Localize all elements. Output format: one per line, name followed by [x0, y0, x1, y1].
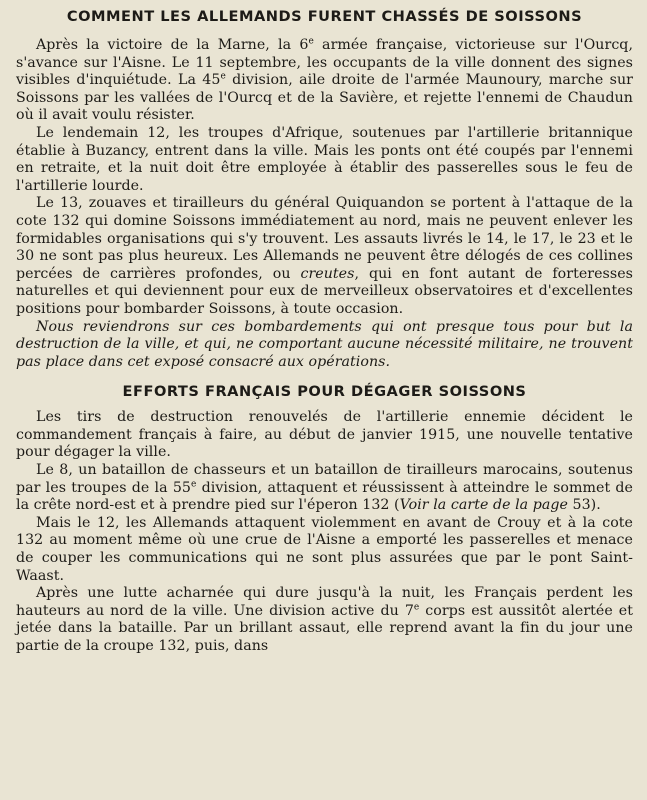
italic-term: creutes — [300, 265, 355, 282]
paragraph-january-8-attack: Le 8, un bataillon de chasseurs et un bataillon de tirailleurs marocains, soutenus par les troupes de la 55e division, attaquent et réussissent à atteindre le sommet de la crête nord-est et à prendre pied sur l'éperon 132 (Voir la carte de la page 53). — [16, 462, 633, 514]
superscript: e — [413, 602, 420, 613]
superscript: e — [220, 71, 226, 82]
superscript: e — [308, 36, 314, 47]
paragraph-african-troops: Le lendemain 12, les troupes d'Afrique, soutenues par l'artillerie britannique établie à Buzancy, entrent dans la ville. Mais les ponts ont été coupés par l'ennemi en retraite, et la nuit doit être employée à établir des passerelles sous le feu de l'artillerie lourde. — [16, 124, 633, 194]
section-title-french-efforts: EFFORTS FRANÇAIS POUR DÉGAGER SOISSONS — [122, 383, 527, 401]
paragraph-cote-132-attack: Le 13, zouaves et tirailleurs du général Quiquandon se portent à l'attaque de la cote 132 qui domine Soissons immédiatement au nord, mais ne peuvent enlever les formidables organisations qui s'y trouvent. Les assauts livrés le 14, le 17, le 23 et le 30 ne sont pas plus heureux. Les Allemands ne peuvent être délogés de ces collines percées de carrières profondes, ou creutes, qui en font autant de forteresses naturelles et qui deviennent pour eux de merveilleux observatoires et d'excellentes positions pour bombarder Soissons, à toute occasion. — [16, 195, 633, 317]
superscript: e — [191, 478, 197, 489]
paragraph-heights-lost: Après une lutte acharnée qui dure jusqu'à la nuit, les Français perdent les hauteurs au nord de la ville. Une division active du 7e corps est aussitôt alertée et jetée dans la bataille. Par un brillant assaut, elle reprend avant la fin du jour une partie de la croupe 132, puis, dans — [16, 585, 633, 654]
paragraph-destruction-fire: Les tirs de destruction renouvelés de l'artillerie ennemie décident le commandement français à faire, au début de janvier 1915, une nouvelle tentative pour dégager la ville. — [16, 409, 633, 461]
section-title-soissons-liberation: COMMENT LES ALLEMANDS FURENT CHASSÉS DE SOISSONS — [66, 8, 583, 25]
paragraph-german-counterattack: Mais le 12, les Allemands attaquent violemment en avant de Crouy et à la cote 132 au moment même où une crue de l'Aisne a emporté les passerelles et menace de couper les communications qui ne sont plus assurées que par le pont Saint-Waast. — [16, 514, 633, 584]
map-reference: Voir la carte de la page — [399, 497, 568, 514]
paragraph-marne-victory: Après la victoire de la Marne, la 6e armée française, victorieuse sur l'Ourcq, s'avance sur l'Aisne. Le 11 septembre, les occupants de la ville donnent des signes visibles d'inquiétude. La 45e division, aile droite de l'armée Maunoury, marche sur Soissons par les vallées de l'Ourcq et de la Savière, et rejette l'ennemi de Chaudun où il avait voulu résister. — [16, 36, 634, 124]
paragraph-bombardment-note: Nous reviendrons sur ces bombardements qui ont presque tous pour but la destruction de la ville, et qui, ne comportant aucune nécessité militaire, ne trouvent pas place dans cet exposé consacré aux opérations. — [16, 318, 633, 370]
